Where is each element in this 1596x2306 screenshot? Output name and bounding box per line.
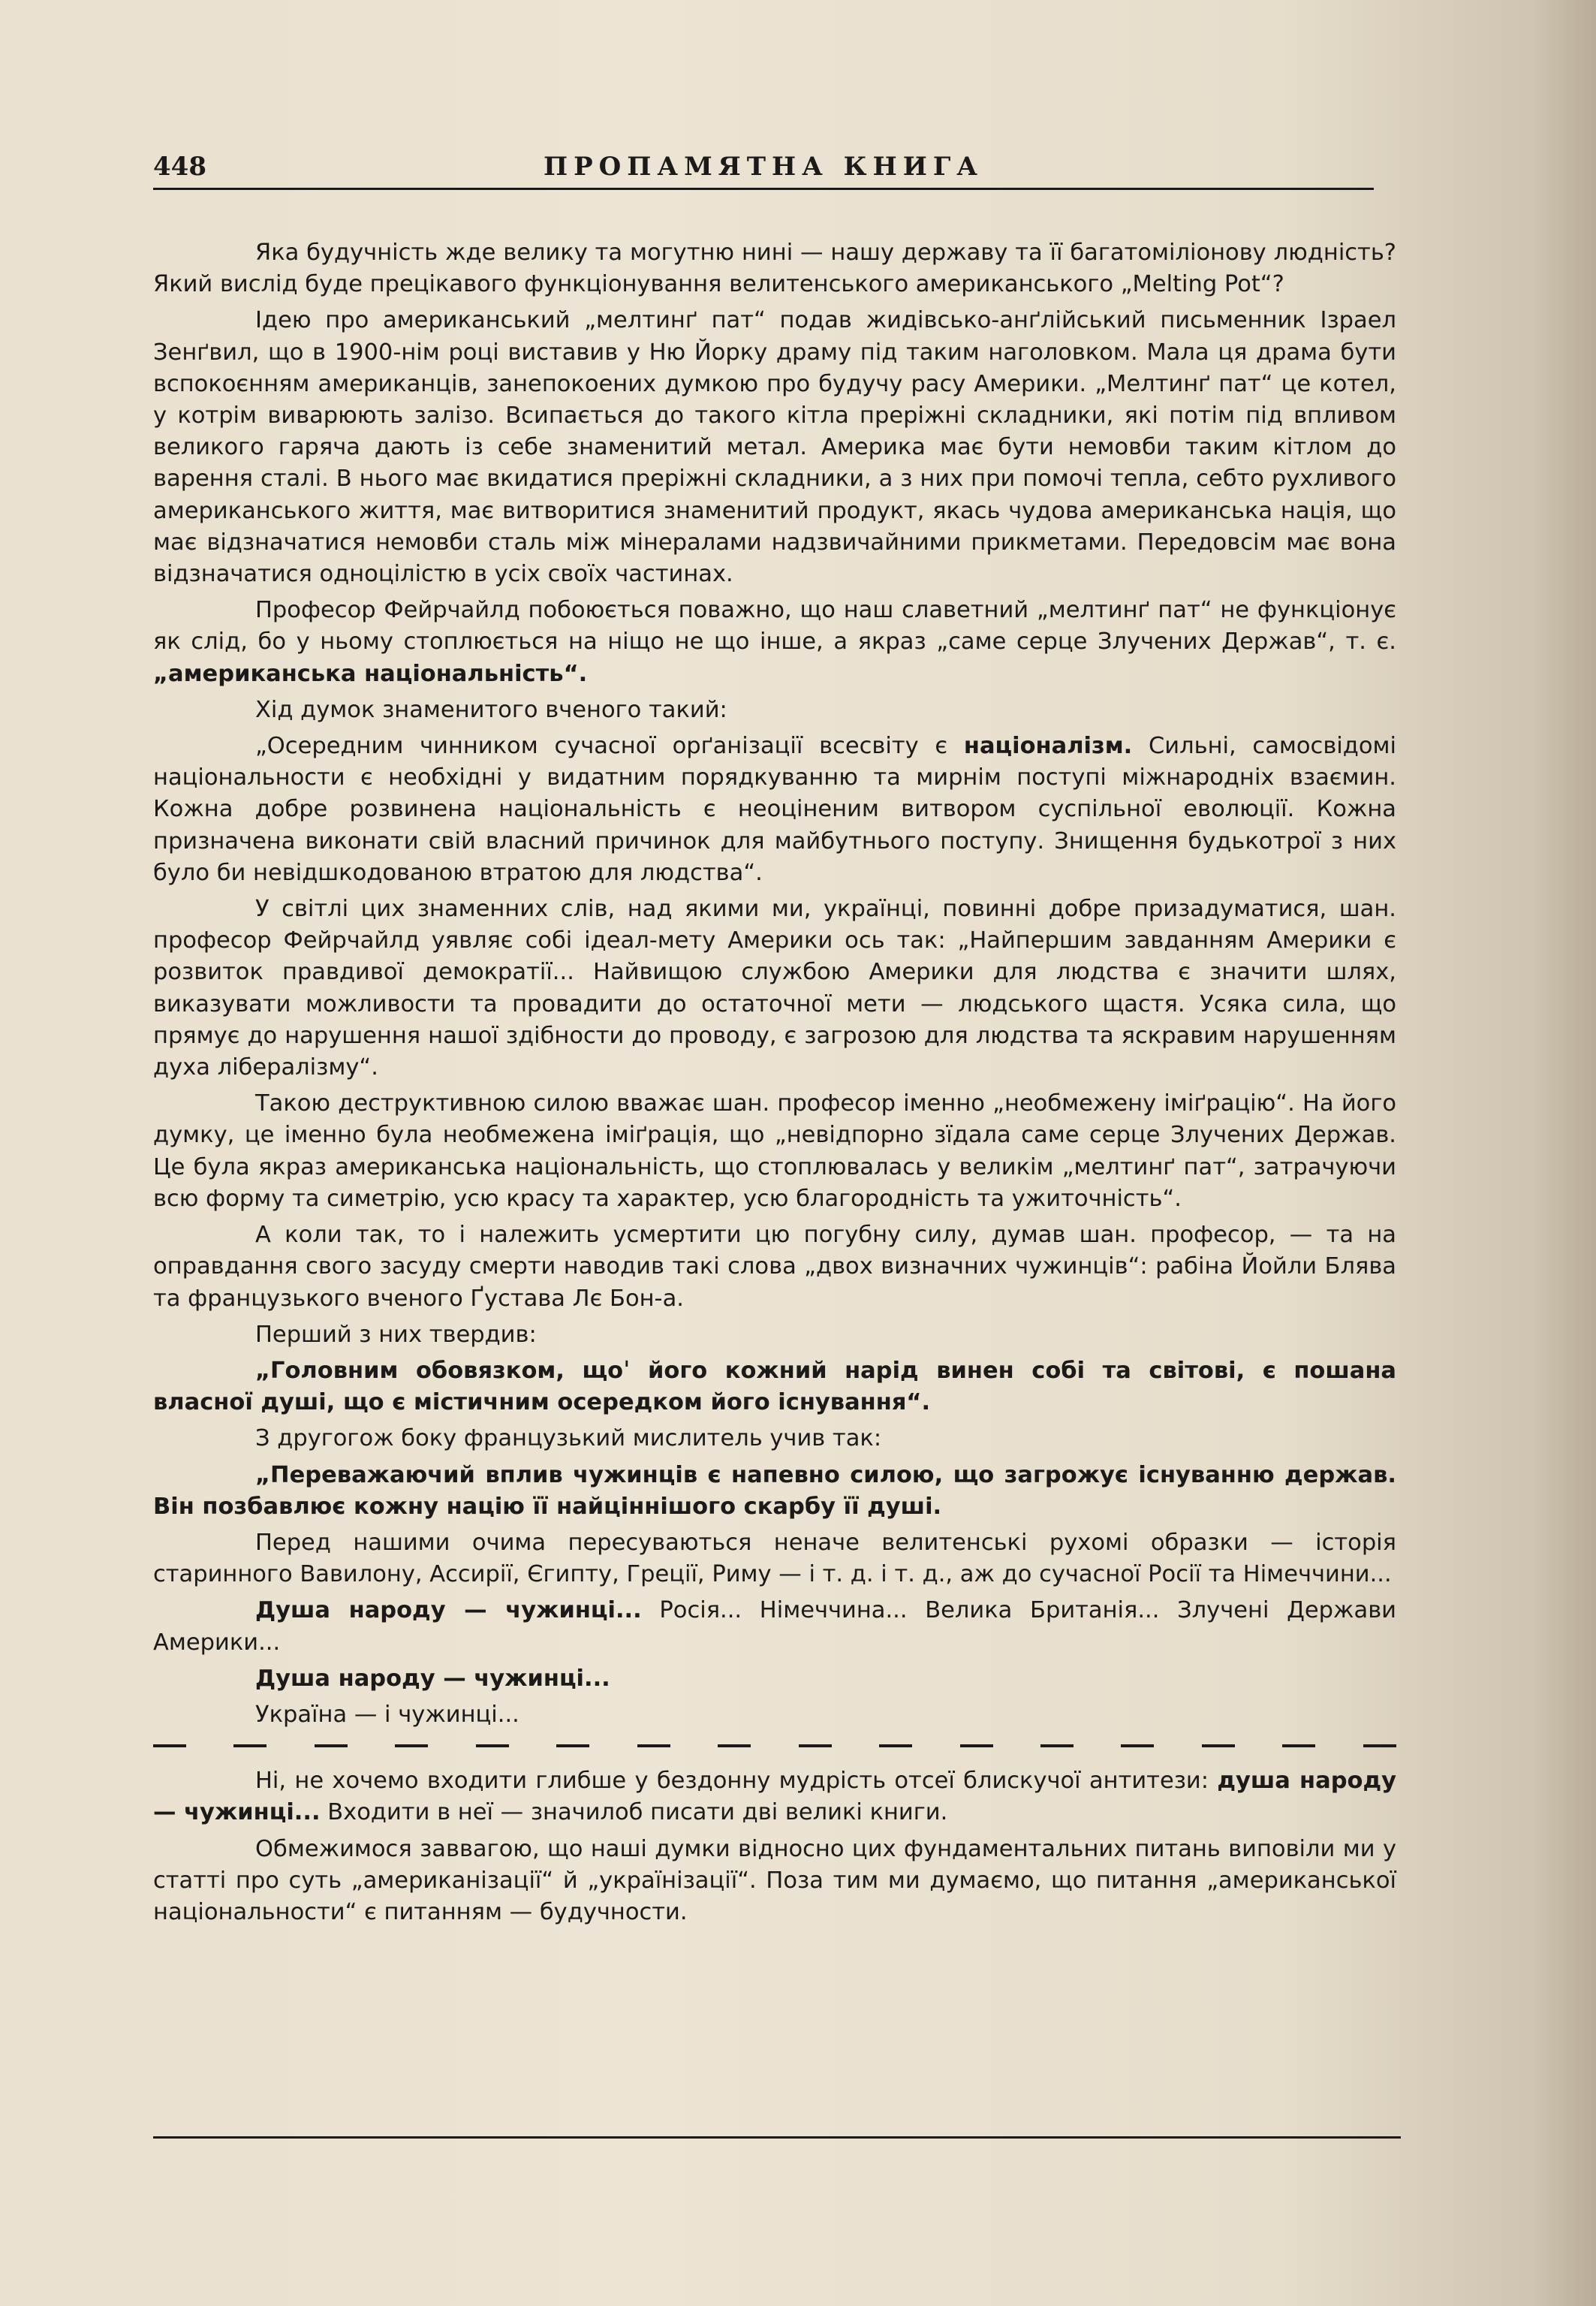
paragraph: У світлі цих знаменних слів, над якими ми, українці, повинні добре призадуматися, шан. професор Фейрчайлд уявляє собі ідеал-мету Америки ось так: „Найпершим завданням Америки є розвиток правдивої демократії... Найвищою службою Америки для людства є значити шлях, виказувати можливости та провадити до остаточної мети — людського щастя. Усяка сила, що прямує до нарушення нашої здібности до проводу, є загрозою для людства та яскравим нарушенням духа лібералізму“. — [153, 896, 1396, 1081]
dash-separator — [153, 1738, 1396, 1753]
paragraph: Перед нашими очима пересуваються неначе велитенські рухомі образки — історія старинного Вавилону, Ассирії, Єгипту, Греції, Риму — і т. д. і т. д., аж до сучасної Росії та Німеччини... — [153, 1529, 1396, 1588]
page-header — [153, 147, 1374, 186]
header-rule — [153, 188, 1374, 190]
footer-rule — [153, 2136, 1401, 2139]
bold-quote: „Головним обовязком, щоˈ його кожний нарід винен собі та світові, є пошана власної душі, що є містичним осередком його існування“. — [153, 1357, 1396, 1416]
paragraph: З другогож боку французький мислитель учив так: — [255, 1425, 882, 1452]
article-body — [153, 237, 1396, 1933]
paragraph: Україна — і чужинці... — [255, 1701, 519, 1728]
paragraph: Перший з них твердив: — [255, 1321, 537, 1348]
closing-paragraph: Обмежимося заввагою, що наші думки відносно цих фундаментальних питань виповіли ми у статті про суть „американізації“ й „українізації“. Поза тим ми думаємо, що питання „американської національности“ є питанням — будучности. — [153, 1835, 1396, 1925]
quote-paragraph: „Осередним чинником сучасної орґанізації всесвіту є націоналізм. Сильні, самосвідомі національности є необхідні у видатним порядкуванню та мирнім поступі міжнародніх взаємин. Кожна добре розвинена національність є неоціненим витвором суспільної еволюції. Кожна призначена виконати свій власний причинок для майбутнього поступу. Знищення будькотрої з них було би невідшкодованою втратою для людства“. — [153, 733, 1397, 886]
paragraph: Душа народу — чужинці... — [255, 1665, 610, 1692]
paragraph: Душа народу — чужинці... Росія... Німеччина... Велика Британія... Злучені Держави Америки... — [153, 1597, 1397, 1656]
paragraph: Професор Фейрчайлд побоюється поважно, що наш славетний „мелтинґ пат“ не функціонує як слід, бо у ньому стоплюється на ніщо не що інше, а якраз „саме серце Злучених Держав“, т. є. „американська національність“. — [153, 597, 1396, 687]
paragraph: А коли так, то і належить усмертити цю погубну силу, думав шан. професор, — та на оправдання свого засуду смерти наводив такі слова „двох визначних чужинців“: рабіна Йойли Блява та французького вченого Ґустава Лє Бон-а. — [153, 1222, 1396, 1312]
paragraph: Такою деструктивною силою вважає шан. професор іменно „необмежену іміґрацію“. На його думку, це іменно була необмежена іміґрація, що „невідпорно зїдала саме серце Злучених Держав. Це була якраз американська національність, що стоплювалась у великім „мелтинґ пат“, затрачуючи всю форму та симетрію, усю красу та характер, усю благородність та ужиточність“. — [153, 1090, 1396, 1212]
closing-paragraph: Ні, не хочемо входити глибше у бездонну мудрість отсеї блискучої антитези: душа народу — чужинці... Входити в неї — значилоб писати дві великі книги. — [153, 1768, 1396, 1826]
paragraph: Яка будучність жде велику та могутню нині — нашу державу та її багатоміліонову людність? Який вислід буде прецікавого функціонування велитенського американського „Melting Pot“? — [153, 240, 1396, 298]
page-number: 448 — [153, 152, 206, 182]
bold-quote: „Переважаючий вплив чужинців є напевно силою, що загрожує існуванню держав. Він позбавлює кожну націю її найціннішого скарбу її душі. — [153, 1461, 1396, 1520]
paragraph: Хід думок знаменитого вченого такий: — [255, 696, 727, 723]
running-title: ПРОПАМЯТНА КНИГА — [543, 152, 983, 182]
paragraph: Ідею про американський „мелтинґ пат“ подав жидівсько-анґлійський письменник Ізраел Зенґвил, що в 1900-нім році виставив у Ню Йорку драму під таким наголовком. Мала ця драма бути вспокоєнням американців, занепокоених думкою про будучу расу Америки. „Мелтинґ пат“ це котел, у котрім виварюють залізо. Всипається до такого кітла преріжні складники, які потім під впливом великого гаряча дають із себе знаменитий метал. Америка має бути немовби таким кітлом до варення сталі. В нього має вкидатися преріжні складники, а з них при помочі тепла, себто рухливого американського життя, має витворитися знаменитий продукт, якась чудова американська нація, що має відзначатися немовби сталь між мінералами надзвичайними прикметами. Передовсім має вона відзначатися одноцілістю в усіх своїх частинах. — [153, 307, 1396, 588]
